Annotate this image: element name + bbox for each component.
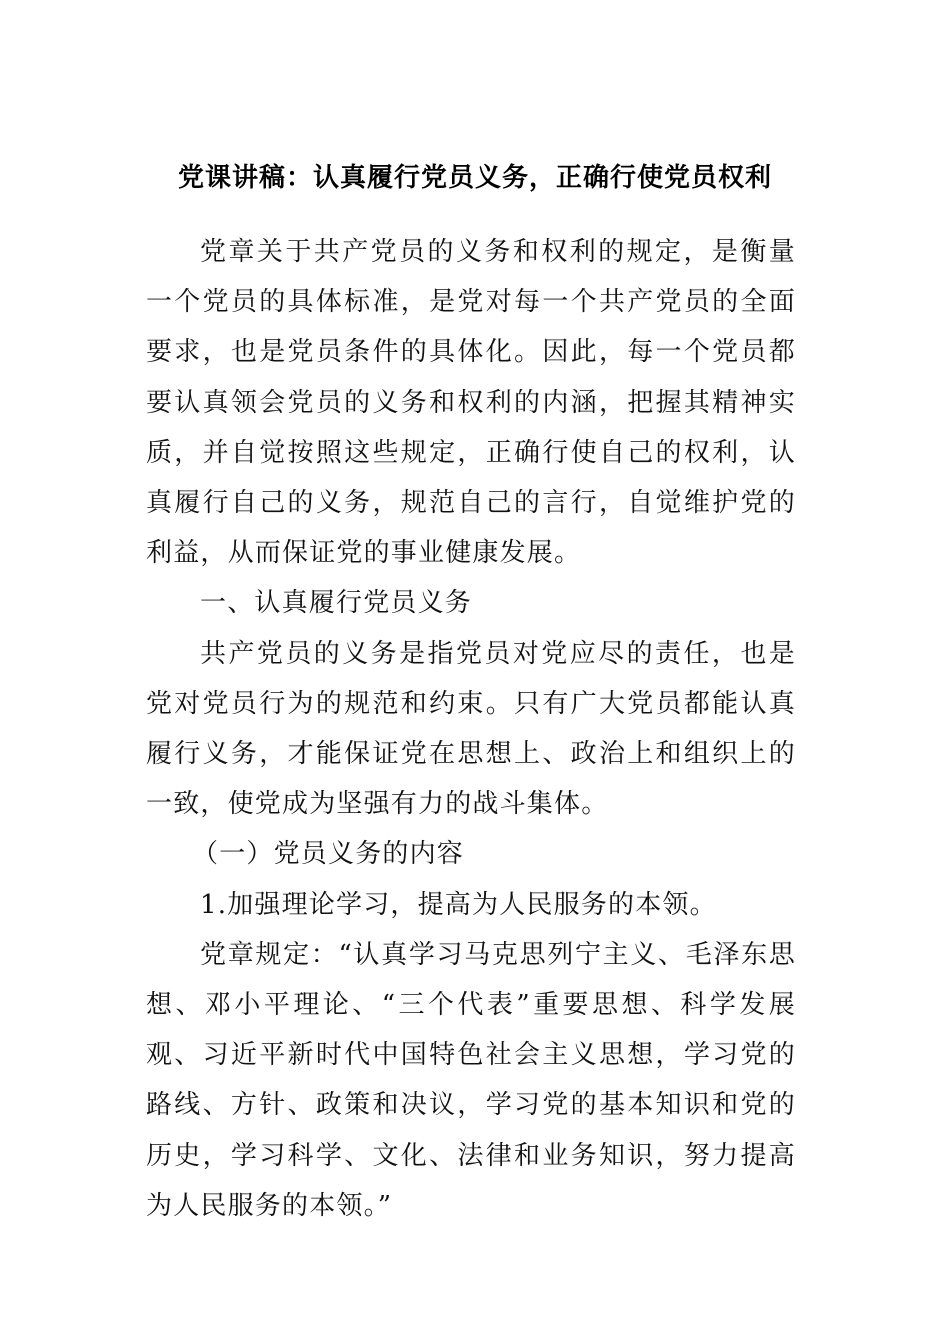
section-heading: 一、认真履行党员义务 [200, 588, 473, 619]
intro-paragraph: 党章关于共产党员的义务和权利的规定，是衡量一个党员的具体标准，是党对每一个共产党员的全面要求，也是党员条件的具体化。因此，每一个党员都要认真领会党员的义务和权利的内涵，把握其精神实质，并自觉按照这些规定，正确行使自己的权利，认真履行自己的义务，规范自己的言行，自觉维护党的利益，从而保证党的事业健康发展。 [146, 237, 796, 569]
item-paragraph: 党章规定：“认真学习马克思列宁主义、毛泽东思想、邓小平理论、“三个代表”重要思想、科学发展观、习近平新时代中国特色社会主义思想，学习党的路线、方针、政策和决议，学习党的基本知识和党的历史，学习科学、文化、法律和业务知识，努力提高为人民服务的本领。” [146, 939, 796, 1221]
numbered-item: 1.加强理论学习，提高为人民服务的本领。 [200, 889, 717, 920]
section-paragraph: 共产党员的义务是指党员对党应尽的责任，也是党对党员行为的规范和约束。只有广大党员都能认真履行义务，才能保证党在思想上、政治上和组织上的一致，使党成为坚强有力的战斗集体。 [146, 638, 796, 820]
subsection-heading: （一）党员义务的内容 [192, 839, 465, 870]
document-body [146, 227, 796, 1231]
document-title: 党课讲稿：认真履行党员义务，正确行使党员权利 [177, 163, 772, 193]
